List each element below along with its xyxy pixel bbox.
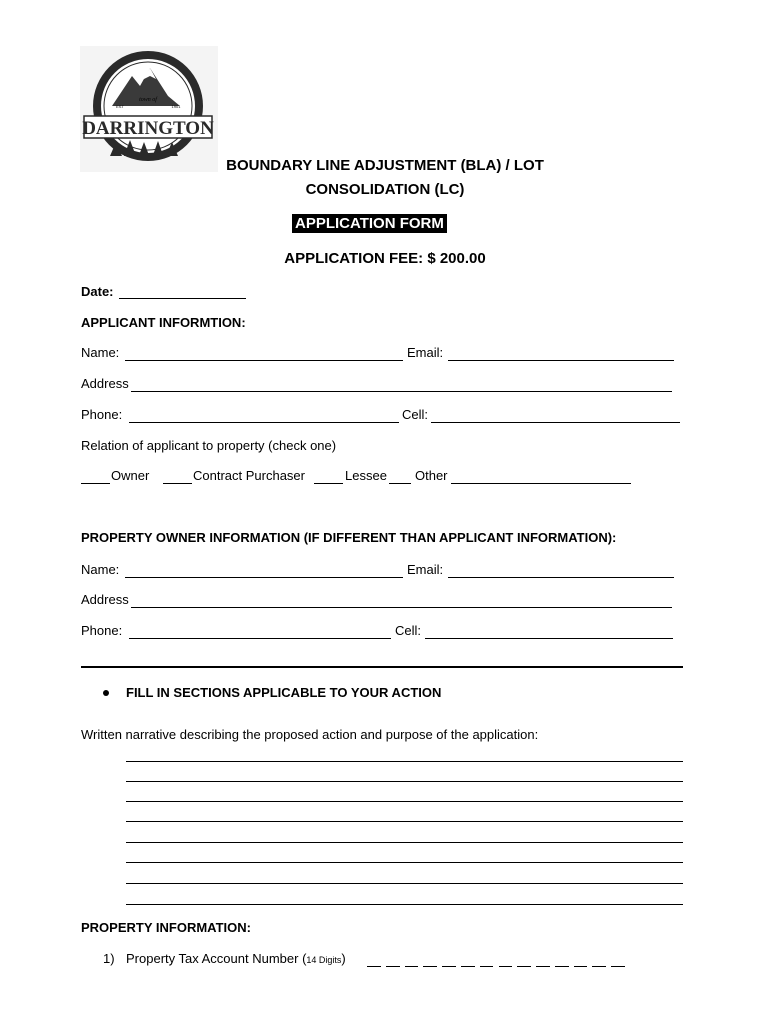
other-option-label: Other	[415, 468, 448, 483]
logo-right-year: 1901	[171, 104, 181, 109]
tax-account-label	[126, 951, 346, 966]
applicant-address-field[interactable]	[131, 391, 672, 392]
tax-account-digits-note: 14 Digits	[306, 955, 342, 965]
narrative-line[interactable]	[126, 821, 683, 822]
contract-purchaser-checkbox[interactable]	[163, 483, 192, 484]
tax-digit-slot[interactable]	[574, 966, 588, 967]
owner-phone-label: Phone:	[81, 623, 123, 638]
date-field[interactable]	[119, 298, 246, 299]
section-divider	[81, 666, 683, 668]
tax-digit-slot[interactable]	[555, 966, 569, 967]
form-title-line1: BOUNDARY LINE ADJUSTMENT (BLA) / LOT	[226, 157, 544, 174]
owner-cell-label: Cell:	[395, 623, 422, 638]
owner-name-label: Name:	[81, 562, 120, 577]
owner-phone-field[interactable]	[129, 638, 391, 639]
darrington-logo	[80, 46, 218, 172]
bullet-icon	[103, 690, 109, 696]
applicant-name-label: Name:	[81, 345, 120, 360]
tax-digit-slot[interactable]	[480, 966, 494, 967]
owner-heading: PROPERTY OWNER INFORMATION (IF DIFFERENT THAN APPLICANT INFORMATION):	[81, 530, 617, 545]
application-form-label: APPLICATION FORM	[292, 214, 447, 233]
tax-digit-slot[interactable]	[367, 966, 381, 967]
owner-option-label: Owner	[111, 468, 150, 483]
owner-email-label: Email:	[407, 562, 444, 577]
contract-purchaser-option-label: Contract Purchaser	[193, 468, 305, 483]
form-title-line2: CONSOLIDATION (LC)	[305, 181, 465, 198]
lessee-checkbox[interactable]	[314, 483, 343, 484]
narrative-line[interactable]	[126, 883, 683, 884]
narrative-line[interactable]	[126, 904, 683, 905]
owner-checkbox[interactable]	[81, 483, 110, 484]
tax-digit-slot[interactable]	[461, 966, 475, 967]
applicant-cell-field[interactable]	[431, 422, 680, 423]
owner-cell-field[interactable]	[425, 638, 673, 639]
applicant-heading: APPLICANT INFORMTION:	[81, 315, 246, 330]
narrative-line[interactable]	[126, 842, 683, 843]
narrative-line[interactable]	[126, 761, 683, 762]
applicant-address-label: Address	[81, 376, 129, 391]
applicant-cell-label: Cell:	[402, 407, 429, 422]
logo-name: DARRINGTON	[82, 118, 214, 139]
applicant-phone-field[interactable]	[129, 422, 399, 423]
tax-digit-slot[interactable]	[423, 966, 437, 967]
applicant-email-field[interactable]	[448, 360, 674, 361]
tax-digit-slot[interactable]	[611, 966, 625, 967]
lessee-option-label: Lessee	[345, 468, 387, 483]
applicant-phone-label: Phone:	[81, 407, 123, 422]
owner-address-field[interactable]	[131, 607, 672, 608]
narrative-line[interactable]	[126, 801, 683, 802]
narrative-line[interactable]	[126, 781, 683, 782]
owner-name-field[interactable]	[125, 577, 403, 578]
tax-digit-slot[interactable]	[592, 966, 606, 967]
tax-digit-slot[interactable]	[517, 966, 531, 967]
tax-digit-slot[interactable]	[536, 966, 550, 967]
tax-account-label-text: Property Tax Account Number (	[126, 951, 307, 966]
applicant-email-label: Email:	[407, 345, 444, 360]
property-heading: PROPERTY INFORMATION:	[81, 920, 251, 935]
narrative-label: Written narrative describing the proposed action and purpose of the application:	[81, 727, 539, 742]
tax-digit-slot[interactable]	[499, 966, 513, 967]
tax-account-number-field[interactable]	[367, 966, 625, 968]
date-label: Date:	[81, 284, 114, 299]
owner-email-field[interactable]	[448, 577, 674, 578]
tax-digit-slot[interactable]	[442, 966, 456, 967]
logo-left-year: EST	[116, 104, 124, 109]
owner-address-label: Address	[81, 592, 129, 607]
item-number: 1)	[103, 951, 115, 966]
logo-top-text: town of	[139, 97, 157, 103]
applicant-name-field[interactable]	[125, 360, 403, 361]
tax-account-label-close: )	[341, 951, 346, 966]
other-specify-field[interactable]	[451, 483, 631, 484]
other-checkbox[interactable]	[389, 483, 411, 484]
tax-digit-slot[interactable]	[405, 966, 419, 967]
relation-label: Relation of applicant to property (check one)	[81, 438, 337, 453]
tax-digit-slot[interactable]	[386, 966, 400, 967]
fill-sections-instruction: FILL IN SECTIONS APPLICABLE TO YOUR ACTION	[126, 685, 442, 700]
narrative-line[interactable]	[126, 862, 683, 863]
application-fee: APPLICATION FEE: $ 200.00	[284, 250, 486, 267]
